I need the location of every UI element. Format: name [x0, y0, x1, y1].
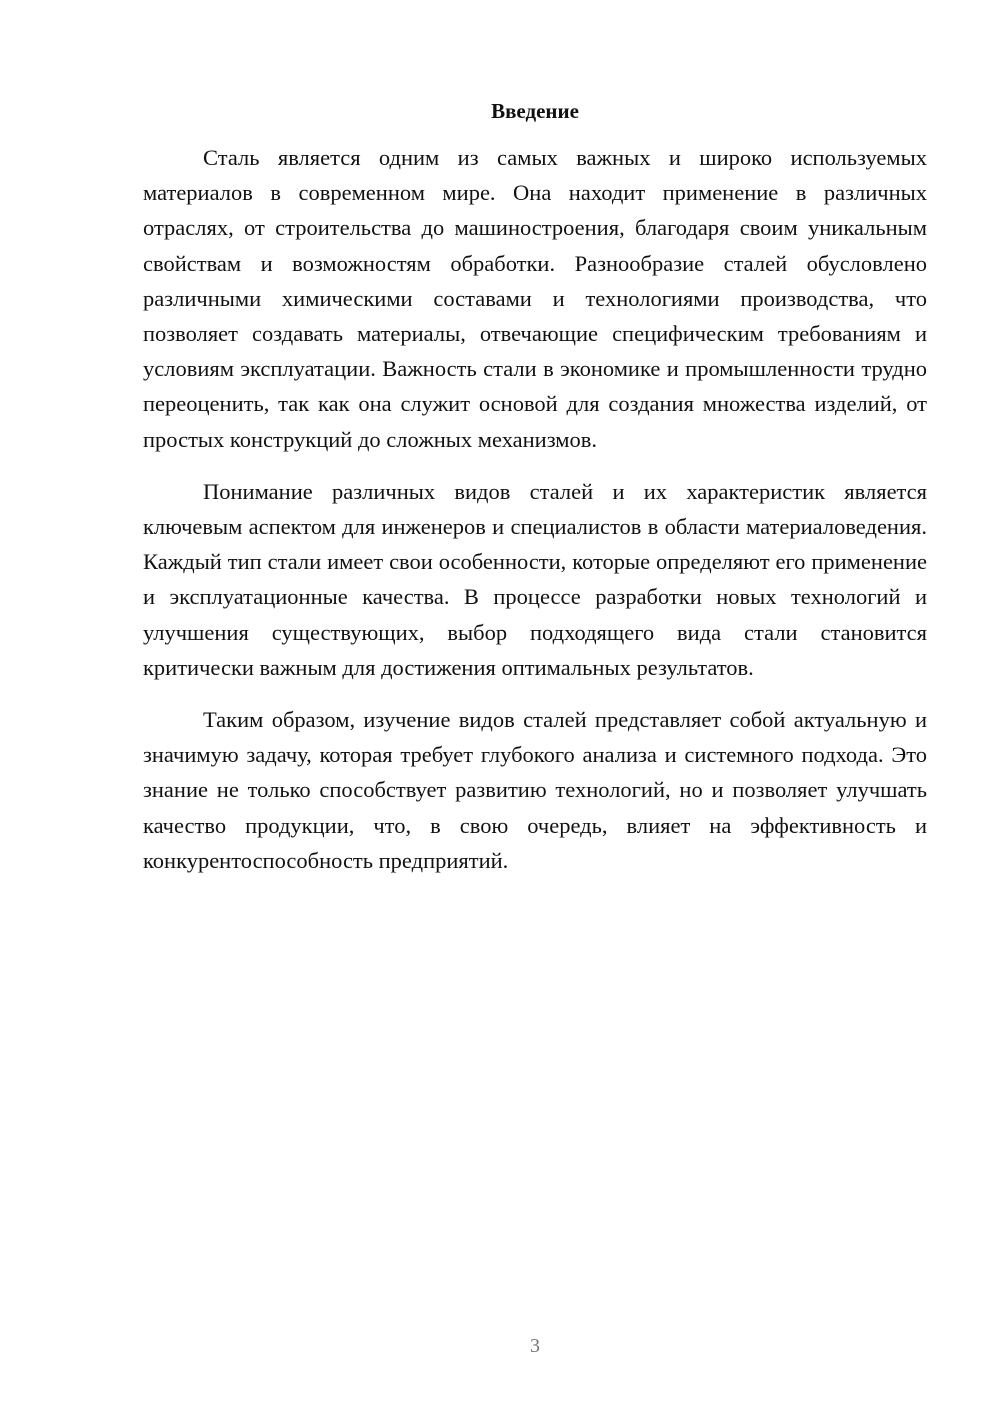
paragraph-1: Сталь является одним из самых важных и широко используемых материалов в современном мире. Она находит применение в различных отраслях, от строительства до машиностроения, благодаря своим уникальным свойствам и возможностям обработки. Разнообразие сталей обусловлено различными химическими составами и технологиями производства, что позволяет создавать материалы, отвечающие специфическим требованиям и условиям эксплуатации. Важность стали в экономике и промышленности трудно переоценить, так как она служит основой для создания множества изделий, от простых конструкций до сложных механизмов. [143, 145, 927, 452]
paragraph-3: Таким образом, изучение видов сталей представляет собой актуальную и значимую задачу, которая требует глубокого анализа и системного подхода. Это знание не только способствует развитию технологий, но и позволяет улучшать качество продукции, что, в свою очередь, влияет на эффективность и конкурентоспособность предприятий. [143, 707, 927, 873]
section-heading: Введение [491, 99, 579, 123]
page-number: 3 [530, 1335, 540, 1357]
page-content [143, 96, 927, 878]
paragraph-2: Понимание различных видов сталей и их характеристик является ключевым аспектом для инженеров и специалистов в области материаловедения. Каждый тип стали имеет свои особенности, которые определяют его применение и эксплуатационные качества. В процессе разработки новых технологий и улучшения существующих, выбор подходящего вида стали становится критически важным для достижения оптимальных результатов. [143, 478, 927, 680]
